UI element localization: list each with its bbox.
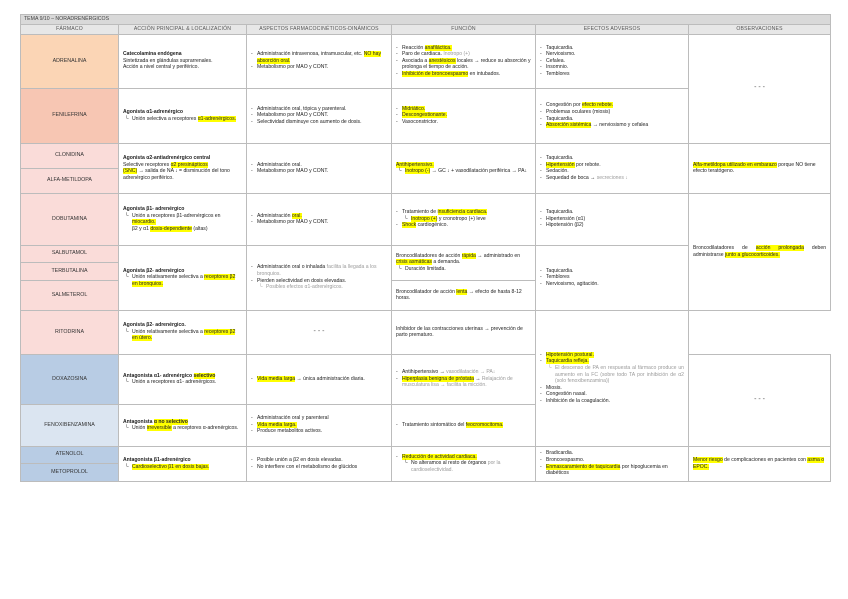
pk-cell: [247, 354, 392, 404]
pk-cell: [247, 404, 392, 446]
pk-item: - Metabolismo por MAO y CONT.: [257, 168, 387, 175]
funcion-item: - Tratamiento de insuficiencia cardiaca.: [402, 209, 531, 216]
pk-item: - Vida media larga.: [257, 422, 387, 429]
accion-sub: β2 y α1 dosis-dependiente (altas): [132, 225, 208, 232]
pk-item: - Metabolismo por MAO y CONT.: [257, 112, 387, 119]
obs-cell: Broncodilatadores de acción prolongada deben administrarse junto a glucocorticoides.: [689, 193, 831, 310]
header-observaciones: OBSERVACIONES: [689, 25, 831, 35]
drug-fenoxibenzamina: FENOXIBENZAMINA: [21, 404, 119, 446]
drug-adrenalina: ADRENALINA: [21, 34, 119, 88]
funcion-item: - Midriático.: [402, 106, 531, 113]
header-aspectos: ASPECTOS FARMACOCINÉTICOS-DINÁMICOS: [247, 25, 392, 35]
pk-item: - Produce metabolitos activos.: [257, 428, 387, 435]
drug-table-sheet: [20, 14, 830, 482]
obs-cell: - - -: [689, 354, 831, 446]
accion-title: Agonista α2-antiadrenérgico central: [123, 154, 211, 161]
accion-sub: └ Unión irreversible a receptores α-adrenérgicos.: [123, 425, 242, 432]
efecto-item: - Taquicardia.: [546, 155, 684, 162]
efecto-item: - Taquicardia.: [546, 268, 684, 275]
efecto-item: - Temblores: [546, 274, 684, 281]
accion-line: Sintetizada en glándulas suprarrenales.: [123, 57, 213, 64]
pk-cell: - - -: [247, 310, 392, 354]
accion-cell: [119, 310, 247, 354]
accion-cell: [119, 143, 247, 193]
pk-item: - Pierden selectividad en dosis elevadas.: [257, 278, 387, 285]
funcion-sub: └ Inotropo (+) y cronotropo (+) leve: [402, 216, 531, 223]
table-row: [21, 193, 831, 245]
accion-cell: [119, 354, 247, 404]
funcion-item: - Paro de cardiaca. Inotropo (+): [402, 51, 531, 58]
accion-sub: └ Cardioselectivo β1 en dosis bajas.: [123, 464, 242, 471]
efectos-cell: [536, 193, 689, 245]
accion-title: Antagonista β1-adrenérgico: [123, 457, 191, 463]
funcion-item: - Vasoconstrictor.: [402, 119, 531, 126]
efecto-item: - Hipotensión postural.: [546, 352, 684, 359]
funcion-cell: [392, 34, 536, 88]
pk-item: - Posible unión a β2 en dosis elevadas.: [257, 457, 387, 464]
pk-item: - Administración oral.: [257, 213, 387, 220]
funcion-line: Broncodilatadores de acción rápida → administrado en crisis asmáticas a demanda.: [396, 252, 521, 266]
drug-doxazosina: DOXAZOSINA: [21, 354, 119, 404]
accion-sub: └ Unión selectiva a receptores α1-adrenérgicos.: [123, 116, 242, 123]
header-accion: ACCIÓN PRINCIPAL & LOCALIZACIÓN: [119, 25, 247, 35]
accion-line: (SNC) → salida de NA ↓ = disminución del tono adrenérgico periférico.: [123, 168, 230, 181]
accion-sub: └ Unión a receptores β1-adrenérgicos en miocardio.: [123, 213, 242, 226]
drug-metoprolol: METOPROLOL: [21, 463, 119, 481]
efecto-item: - Nerviosismo.: [546, 51, 684, 58]
table-row: [21, 446, 831, 463]
efecto-item: - Enmascaramiento de taquicardia por hipoglucemia en diabéticos: [546, 464, 684, 477]
efecto-item: - Hipotensión (β2): [546, 222, 684, 229]
funcion-cell: [392, 245, 536, 280]
funcion-cell: [392, 88, 536, 143]
funcion-cell: [392, 354, 536, 404]
efecto-item: - Hipertensión (α1): [546, 216, 684, 223]
funcion-title: Antihipertensivo.: [396, 161, 434, 168]
efecto-item: - Problemas oculares (miosis): [546, 109, 684, 116]
efecto-item: - Miosis.: [546, 385, 684, 392]
funcion-cell: [392, 143, 536, 193]
accion-title: Antagonista α no selectivo: [123, 418, 188, 425]
funcion-item: - Reacción anafiláctica.: [402, 45, 531, 52]
accion-title: Agonista β2- adrenérgico.: [123, 322, 186, 329]
pk-item: - Metabolismo por MAO y CONT.: [257, 219, 387, 226]
efecto-item: - Broncoespasmo.: [546, 457, 684, 464]
funcion-item: - Antihipertensivo → vasodilatación → PA↓: [402, 369, 531, 376]
pk-cell: [247, 446, 392, 481]
drug-ritodrina: RITODRINA: [21, 310, 119, 354]
table-row: [21, 310, 831, 354]
obs-cell: Menor riesgo de complicaciones en pacientes con asma o EPOC.: [689, 446, 831, 481]
pk-item: - Administración oral, tópica y parenteral.: [257, 106, 387, 113]
funcion-item: - Inhibición de broncoespasmo en intubados.: [402, 71, 531, 78]
pk-cell: [247, 34, 392, 88]
efecto-item: - Nerviosismo, agitación.: [546, 281, 684, 288]
funcion-sub: └ No alteramos al resto de órganos por la cardioselectividad.: [402, 460, 531, 473]
accion-line: Acción a nivel central y periférico.: [123, 64, 199, 71]
accion-title: Agonista α1-adrenérgico: [123, 109, 184, 115]
efectos-cell: [536, 446, 689, 481]
drug-clonidina: CLONIDINA: [21, 143, 119, 168]
accion-title: Agonista β1- adrenérgico: [123, 205, 185, 212]
accion-title: Agonista β2- adrenérgico: [123, 267, 185, 274]
drug-dobutamina: DOBUTAMINA: [21, 193, 119, 245]
table-row: [21, 143, 831, 168]
header-farmaco: FÁRMACO: [21, 25, 119, 35]
efecto-item: - Taquicardia.: [546, 116, 684, 123]
efecto-item: - Hipertensión por rebote.: [546, 162, 684, 169]
pk-item: - Administración oral.: [257, 162, 387, 169]
pk-item: - Administración oral o inhalada facilita la llegada a los bronquios.: [257, 264, 387, 277]
funcion-item: - Reducción de actividad cardiaca.: [402, 454, 531, 461]
pk-item: - Metabolismo por MAO y CONT.: [257, 64, 387, 71]
obs-cell: - - -: [689, 34, 831, 143]
accion-title: Catecolamina endógena: [123, 51, 182, 58]
efecto-item: - Congestión por efecto rebote.: [546, 102, 684, 109]
efecto-item: - Sequedad de boca → secreciones ↓: [546, 175, 684, 182]
accion-line: Selective receptores α2 presinápticos: [123, 161, 208, 168]
drug-terbutalina: TERBUTALINA: [21, 262, 119, 280]
efecto-item: - Inhibición de la coagulación.: [546, 398, 684, 405]
table-row: [21, 34, 831, 88]
efecto-item: - Sedación.: [546, 168, 684, 175]
drug-salmeterol: SALMETEROL: [21, 280, 119, 310]
accion-cell: [119, 34, 247, 88]
drug-table: [20, 14, 831, 482]
pk-item: - No interfiere con el metabolismo de glúcidos: [257, 464, 387, 471]
pk-cell: [247, 193, 392, 245]
pk-cell: [247, 88, 392, 143]
efecto-item: - Bradicardia.: [546, 450, 684, 457]
efectos-cell: [536, 143, 689, 193]
drug-salbutamol: SALBUTAMOL: [21, 245, 119, 262]
accion-sub: └ Unión a receptores α1- adrenérgicos.: [123, 379, 242, 386]
table-title: TEMA 9/10 – NORADRENÉRGICOS: [21, 15, 831, 25]
efecto-item: - Temblores: [546, 71, 684, 78]
funcion-cell: [392, 404, 536, 446]
efecto-item: - Taquicardia.: [546, 45, 684, 52]
accion-title: Antagonista α1- adrenérgico selectivo: [123, 372, 216, 379]
funcion-cell: Inhibidor de las contracciones uterinas → prevención de parto prematuro.: [392, 310, 536, 354]
efecto-item: - Taquicardia.: [546, 209, 684, 216]
obs-cell: Alfa-metildopa utilizado en embarazo porque NO tiene efecto teratógeno.: [689, 143, 831, 193]
funcion-item: - Tratamiento sintomático del feocromocitoma.: [402, 422, 531, 429]
efecto-item: - Taquicardia refleja.: [546, 358, 684, 365]
efecto-item: - Insomnio.: [546, 64, 684, 71]
accion-sub: └ Unión relativamente selectiva a receptores β2 en útero.: [123, 329, 242, 342]
pk-item: - Administración intravenosa, intramuscular, etc. NO hay absorción oral.: [257, 51, 387, 64]
header-row: [21, 25, 831, 35]
accion-cell: [119, 245, 247, 310]
accion-cell: [119, 88, 247, 143]
efectos-cell: [536, 34, 689, 88]
drug-atenolol: ATENOLOL: [21, 446, 119, 463]
efecto-sub: └ El descenso de PA en respuesta al fármaco produce un aumento en la FC (sobre todo TA por inhibición de α2 (solo fenoxibenzamina)): [546, 365, 684, 385]
efecto-item: - Cefalea.: [546, 58, 684, 65]
efectos-cell: [536, 88, 689, 143]
accion-cell: [119, 193, 247, 245]
drug-alfa-metildopa: ALFA-METILDOPA: [21, 168, 119, 193]
funcion-sub: └ Duración limitada.: [396, 266, 531, 273]
funcion-cell: [392, 193, 536, 245]
funcion-item: - Shock cardiogénico.: [402, 222, 531, 229]
funcion-cell: [392, 446, 536, 481]
accion-cell: [119, 446, 247, 481]
pk-item: - Selectividad disminuye con aumento de dosis.: [257, 119, 387, 126]
table-row: [21, 354, 831, 404]
funcion-cell: [392, 280, 536, 310]
drug-fenilefrina: FENILEFRINA: [21, 88, 119, 143]
accion-cell: [119, 404, 247, 446]
funcion-item: - Descongestionante.: [402, 112, 531, 119]
funcion-sub: └ Inotropo (-) → GC ↓ + vasodilatación periférica → PA↓: [396, 168, 531, 175]
pk-item: - Administración oral y parenteral: [257, 415, 387, 422]
efectos-cell: [536, 245, 689, 310]
header-funcion: FUNCIÓN: [392, 25, 536, 35]
pk-cell: [247, 245, 392, 310]
funcion-line: Broncodilatador de acción lenta → efecto de hasta 8-12 horas.: [396, 288, 522, 302]
efecto-item: - Absorción sistémica → nerviosismo y cefalea: [546, 122, 684, 129]
accion-sub: └ Unión relativamente selectiva a receptores β2 en bronquios.: [123, 274, 242, 287]
funcion-item: - Hiperplasia benigna de próstata → Relajación de musculatura lisa → facilita la micción.: [402, 376, 531, 389]
pk-sub: └ Posibles efectos α1-adrenérgicos.: [257, 284, 387, 291]
efecto-item: - Congestión nasal.: [546, 391, 684, 398]
pk-item: - Vida media larga → única administración diaria.: [257, 376, 387, 383]
efectos-cell: [536, 310, 689, 446]
header-efectos: EFECTOS ADVERSOS: [536, 25, 689, 35]
pk-cell: [247, 143, 392, 193]
funcion-item: - Asociada a anestésicos locales → reduce su absorción y prolonga el tiempo de acción.: [402, 58, 531, 71]
